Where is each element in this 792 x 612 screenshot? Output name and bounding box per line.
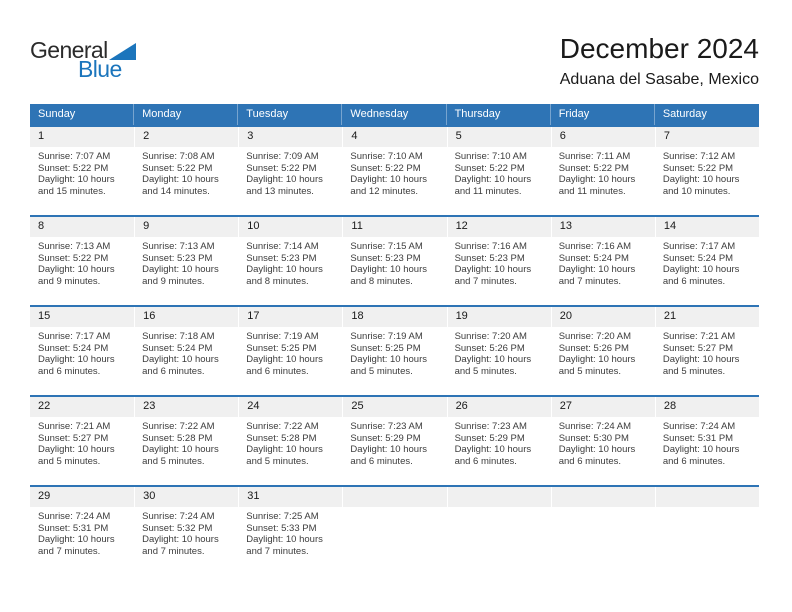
daylight-text-cont: and 10 minutes. xyxy=(662,185,731,197)
sunrise-text: Sunrise: 7:18 AM xyxy=(142,331,215,342)
day-details xyxy=(655,327,759,377)
week-row-5 xyxy=(30,485,759,575)
daylight-text-cont: and 7 minutes. xyxy=(558,275,622,287)
day-details xyxy=(551,417,655,467)
day-details xyxy=(551,147,655,197)
day-details xyxy=(342,417,446,467)
day-details xyxy=(30,327,134,377)
daylight-text: Daylight: 10 hours xyxy=(350,264,427,276)
daylight-text: Daylight: 10 hours xyxy=(38,534,115,546)
sunrise-text: Sunrise: 7:12 AM xyxy=(662,151,736,162)
day-cell-empty xyxy=(551,487,655,575)
daylight-text: Daylight: 10 hours xyxy=(142,264,219,276)
daylight-text: Daylight: 10 hours xyxy=(38,444,115,456)
day-number: 15 xyxy=(38,310,51,322)
day-number-band xyxy=(655,217,759,237)
sunset-text: Sunset: 5:27 PM xyxy=(662,342,734,354)
day-number-band xyxy=(447,217,551,237)
day-details-empty xyxy=(551,507,655,511)
sunrise-text: Sunrise: 7:14 AM xyxy=(246,241,319,252)
day-cell-5 xyxy=(447,127,551,215)
day-number-band xyxy=(30,307,134,327)
day-number: 17 xyxy=(247,310,260,322)
day-number-band xyxy=(447,307,551,327)
daylight-text-cont: and 8 minutes. xyxy=(350,275,413,287)
sunrise-text: Sunrise: 7:22 AM xyxy=(246,421,319,432)
day-number: 31 xyxy=(247,490,260,502)
daylight-text-cont: and 5 minutes. xyxy=(454,365,517,377)
sunset-text: Sunset: 5:24 PM xyxy=(558,252,629,264)
day-number: 11 xyxy=(351,220,363,232)
day-cell-18 xyxy=(342,307,446,395)
daylight-text: Daylight: 10 hours xyxy=(246,174,323,186)
day-number-band xyxy=(30,217,134,237)
day-cell-17 xyxy=(238,307,342,395)
day-details xyxy=(30,237,134,287)
day-number-band xyxy=(447,127,551,147)
day-number-band xyxy=(447,487,551,507)
sunrise-text: Sunrise: 7:24 AM xyxy=(38,511,111,522)
day-number: 2 xyxy=(143,130,150,142)
day-number-band xyxy=(30,397,134,417)
day-cell-22 xyxy=(30,397,134,485)
day-cell-28 xyxy=(655,397,759,485)
daylight-text: Daylight: 10 hours xyxy=(558,354,636,366)
sunrise-text: Sunrise: 7:24 AM xyxy=(142,511,215,522)
week-row-1 xyxy=(30,125,759,215)
daylight-text-cont: and 5 minutes. xyxy=(38,455,101,467)
sunrise-text: Sunrise: 7:10 AM xyxy=(350,151,423,162)
day-number-band xyxy=(655,397,759,417)
daylight-text: Daylight: 10 hours xyxy=(246,534,323,546)
sunset-text: Sunset: 5:28 PM xyxy=(142,432,213,444)
day-cell-24 xyxy=(238,397,342,485)
daylight-text-cont: and 6 minutes. xyxy=(350,455,413,467)
day-cell-19 xyxy=(447,307,551,395)
daylight-text-cont: and 7 minutes. xyxy=(142,545,205,557)
daylight-text: Daylight: 10 hours xyxy=(454,264,532,276)
day-number-band xyxy=(238,217,342,237)
weeks-container xyxy=(30,125,759,575)
weekday-header-sunday: Sunday xyxy=(30,104,134,125)
day-number-band xyxy=(134,397,238,417)
day-number-band xyxy=(342,307,446,327)
daylight-text: Daylight: 10 hours xyxy=(246,444,323,456)
day-number-band xyxy=(551,487,655,507)
day-details xyxy=(342,237,446,287)
day-cell-4 xyxy=(342,127,446,215)
sunset-text: Sunset: 5:30 PM xyxy=(558,432,629,444)
day-details xyxy=(30,417,134,467)
sunset-text: Sunset: 5:22 PM xyxy=(454,162,525,174)
daylight-text: Daylight: 10 hours xyxy=(662,354,740,366)
calendar-table xyxy=(30,104,759,575)
sunset-text: Sunset: 5:24 PM xyxy=(662,252,734,264)
weekday-header-wednesday: Wednesday xyxy=(342,104,446,125)
day-number-band xyxy=(655,127,759,147)
daylight-text: Daylight: 10 hours xyxy=(350,174,427,186)
daylight-text: Daylight: 10 hours xyxy=(38,174,115,186)
day-details xyxy=(134,417,238,467)
day-details xyxy=(238,237,342,287)
day-details xyxy=(447,327,551,377)
day-number-band xyxy=(342,397,446,417)
weekday-header-tuesday: Tuesday xyxy=(238,104,342,125)
sunrise-text: Sunrise: 7:23 AM xyxy=(350,421,423,432)
sunrise-text: Sunrise: 7:25 AM xyxy=(246,511,319,522)
sunrise-text: Sunrise: 7:07 AM xyxy=(38,151,111,162)
daylight-text: Daylight: 10 hours xyxy=(662,174,740,186)
day-number: 21 xyxy=(663,310,677,322)
day-number-band xyxy=(134,307,238,327)
day-number: 5 xyxy=(455,130,462,142)
daylight-text-cont: and 9 minutes. xyxy=(142,275,205,287)
day-cell-13 xyxy=(551,217,655,305)
day-number: 22 xyxy=(38,400,51,412)
day-details xyxy=(238,507,342,557)
sunrise-text: Sunrise: 7:17 AM xyxy=(662,241,736,252)
day-number-band xyxy=(134,217,238,237)
day-details-empty xyxy=(342,507,446,511)
day-number: 16 xyxy=(143,310,156,322)
day-number-band xyxy=(551,397,655,417)
sunset-text: Sunset: 5:22 PM xyxy=(142,162,213,174)
day-details xyxy=(655,147,759,197)
daylight-text: Daylight: 10 hours xyxy=(558,444,636,456)
daylight-text: Daylight: 10 hours xyxy=(454,444,532,456)
general-blue-logo xyxy=(30,34,136,80)
day-number-band xyxy=(238,487,342,507)
sunrise-text: Sunrise: 7:16 AM xyxy=(454,241,527,252)
sunset-text: Sunset: 5:22 PM xyxy=(350,162,421,174)
day-number: 13 xyxy=(559,220,572,232)
sunrise-text: Sunrise: 7:21 AM xyxy=(38,421,111,432)
day-number: 30 xyxy=(143,490,156,502)
day-number-band xyxy=(30,127,134,147)
daylight-text-cont: and 13 minutes. xyxy=(246,185,314,197)
daylight-text-cont: and 5 minutes. xyxy=(558,365,622,377)
sunset-text: Sunset: 5:22 PM xyxy=(246,162,317,174)
weekday-header-thursday: Thursday xyxy=(447,104,551,125)
day-details xyxy=(447,417,551,467)
day-number: 1 xyxy=(38,130,45,142)
day-details xyxy=(238,417,342,467)
day-number-band xyxy=(342,217,446,237)
sunrise-text: Sunrise: 7:24 AM xyxy=(558,421,632,432)
sunset-text: Sunset: 5:23 PM xyxy=(142,252,213,264)
page-header xyxy=(30,34,759,96)
daylight-text: Daylight: 10 hours xyxy=(142,354,219,366)
day-number: 7 xyxy=(663,130,670,142)
daylight-text: Daylight: 10 hours xyxy=(662,444,740,456)
day-details xyxy=(447,147,551,197)
week-row-4 xyxy=(30,395,759,485)
sunset-text: Sunset: 5:31 PM xyxy=(38,522,109,534)
day-cell-20 xyxy=(551,307,655,395)
daylight-text: Daylight: 10 hours xyxy=(246,354,323,366)
sunset-text: Sunset: 5:23 PM xyxy=(454,252,525,264)
daylight-text-cont: and 11 minutes. xyxy=(558,185,626,197)
day-number-band xyxy=(30,487,134,507)
daylight-text-cont: and 5 minutes. xyxy=(350,365,413,377)
day-number-band xyxy=(238,307,342,327)
sunset-text: Sunset: 5:26 PM xyxy=(558,342,629,354)
day-cell-29 xyxy=(30,487,134,575)
day-cell-empty xyxy=(655,487,759,575)
day-cell-7 xyxy=(655,127,759,215)
sunrise-text: Sunrise: 7:13 AM xyxy=(142,241,215,252)
day-details xyxy=(134,507,238,557)
sunset-text: Sunset: 5:24 PM xyxy=(38,342,109,354)
sunrise-text: Sunrise: 7:13 AM xyxy=(38,241,111,252)
daylight-text-cont: and 11 minutes. xyxy=(454,185,522,197)
sunset-text: Sunset: 5:22 PM xyxy=(38,252,109,264)
sunrise-text: Sunrise: 7:23 AM xyxy=(454,421,527,432)
day-number: 4 xyxy=(351,130,358,142)
day-details xyxy=(655,237,759,287)
day-cell-27 xyxy=(551,397,655,485)
day-details xyxy=(551,327,655,377)
day-details xyxy=(551,237,655,287)
sunrise-text: Sunrise: 7:17 AM xyxy=(38,331,111,342)
day-cell-21 xyxy=(655,307,759,395)
day-cell-2 xyxy=(134,127,238,215)
daylight-text-cont: and 7 minutes. xyxy=(38,545,101,557)
day-number: 24 xyxy=(247,400,260,412)
logo-text-general: General xyxy=(30,37,108,63)
sunset-text: Sunset: 5:26 PM xyxy=(454,342,525,354)
daylight-text-cont: and 5 minutes. xyxy=(246,455,309,467)
day-cell-3 xyxy=(238,127,342,215)
day-number: 20 xyxy=(559,310,572,322)
daylight-text: Daylight: 10 hours xyxy=(38,354,115,366)
sunrise-text: Sunrise: 7:19 AM xyxy=(246,331,319,342)
sunrise-text: Sunrise: 7:09 AM xyxy=(246,151,319,162)
day-number: 26 xyxy=(455,400,468,412)
day-cell-1 xyxy=(30,127,134,215)
day-number: 6 xyxy=(559,130,566,142)
title-block xyxy=(560,34,759,89)
day-number: 27 xyxy=(559,400,572,412)
day-details-empty xyxy=(447,507,551,511)
daylight-text-cont: and 5 minutes. xyxy=(662,365,726,377)
day-details xyxy=(655,417,759,467)
day-number-band xyxy=(342,127,446,147)
daylight-text-cont: and 14 minutes. xyxy=(142,185,210,197)
daylight-text-cont: and 15 minutes. xyxy=(38,185,106,197)
sunset-text: Sunset: 5:28 PM xyxy=(246,432,317,444)
day-number-band xyxy=(238,397,342,417)
day-number: 9 xyxy=(143,220,150,232)
day-cell-30 xyxy=(134,487,238,575)
daylight-text: Daylight: 10 hours xyxy=(246,264,323,276)
week-row-2 xyxy=(30,215,759,305)
day-details xyxy=(342,147,446,197)
day-number-band xyxy=(551,307,655,327)
day-details xyxy=(238,147,342,197)
day-number-band xyxy=(134,487,238,507)
day-cell-11 xyxy=(342,217,446,305)
daylight-text: Daylight: 10 hours xyxy=(38,264,115,276)
day-details xyxy=(238,327,342,377)
day-number-band xyxy=(134,127,238,147)
day-number-band xyxy=(551,127,655,147)
day-number: 8 xyxy=(38,220,45,232)
day-details xyxy=(447,237,551,287)
daylight-text: Daylight: 10 hours xyxy=(454,174,532,186)
sunrise-text: Sunrise: 7:15 AM xyxy=(350,241,423,252)
day-details xyxy=(30,147,134,197)
sunrise-text: Sunrise: 7:11 AM xyxy=(558,151,631,162)
sunset-text: Sunset: 5:22 PM xyxy=(558,162,629,174)
day-details xyxy=(134,327,238,377)
daylight-text-cont: and 12 minutes. xyxy=(350,185,419,197)
day-number-band xyxy=(342,487,446,507)
sunset-text: Sunset: 5:22 PM xyxy=(662,162,734,174)
daylight-text: Daylight: 10 hours xyxy=(142,444,219,456)
day-cell-26 xyxy=(447,397,551,485)
week-row-3 xyxy=(30,305,759,395)
sunrise-text: Sunrise: 7:21 AM xyxy=(662,331,736,342)
day-number: 25 xyxy=(351,400,364,412)
daylight-text: Daylight: 10 hours xyxy=(142,174,219,186)
location-subtitle: Aduana del Sasabe, Mexico xyxy=(559,71,759,88)
daylight-text: Daylight: 10 hours xyxy=(350,354,427,366)
sunset-text: Sunset: 5:22 PM xyxy=(38,162,109,174)
day-cell-23 xyxy=(134,397,238,485)
logo-text-blue: Blue xyxy=(78,56,122,82)
day-details-empty xyxy=(655,507,759,511)
daylight-text-cont: and 9 minutes. xyxy=(38,275,101,287)
day-cell-14 xyxy=(655,217,759,305)
sunset-text: Sunset: 5:31 PM xyxy=(662,432,734,444)
weekday-header-saturday: Saturday xyxy=(662,108,707,120)
day-number: 18 xyxy=(351,310,364,322)
daylight-text-cont: and 6 minutes. xyxy=(454,455,517,467)
weekday-header-friday: Friday xyxy=(551,104,655,125)
daylight-text-cont: and 6 minutes. xyxy=(246,365,309,377)
sunset-text: Sunset: 5:27 PM xyxy=(38,432,109,444)
daylight-text: Daylight: 10 hours xyxy=(142,534,219,546)
sunset-text: Sunset: 5:25 PM xyxy=(246,342,317,354)
daylight-text: Daylight: 10 hours xyxy=(662,264,740,276)
day-cell-15 xyxy=(30,307,134,395)
sunrise-text: Sunrise: 7:24 AM xyxy=(662,421,736,432)
sunrise-text: Sunrise: 7:20 AM xyxy=(454,331,527,342)
weekday-header-monday: Monday xyxy=(134,104,238,125)
daylight-text: Daylight: 10 hours xyxy=(350,444,427,456)
sunrise-text: Sunrise: 7:10 AM xyxy=(454,151,527,162)
daylight-text: Daylight: 10 hours xyxy=(558,264,636,276)
weekday-header-row xyxy=(30,104,759,125)
day-cell-8 xyxy=(30,217,134,305)
day-number: 3 xyxy=(247,130,254,142)
day-number-band xyxy=(655,307,759,327)
sunset-text: Sunset: 5:29 PM xyxy=(454,432,525,444)
daylight-text-cont: and 6 minutes. xyxy=(142,365,205,377)
sunrise-text: Sunrise: 7:20 AM xyxy=(558,331,632,342)
day-details xyxy=(342,327,446,377)
daylight-text-cont: and 7 minutes. xyxy=(246,545,309,557)
daylight-text-cont: and 5 minutes. xyxy=(142,455,205,467)
daylight-text: Daylight: 10 hours xyxy=(558,174,636,186)
daylight-text-cont: and 6 minutes. xyxy=(558,455,622,467)
sunset-text: Sunset: 5:29 PM xyxy=(350,432,421,444)
day-cell-6 xyxy=(551,127,655,215)
daylight-text-cont: and 6 minutes. xyxy=(662,455,726,467)
day-number: 14 xyxy=(663,220,677,232)
sunrise-text: Sunrise: 7:16 AM xyxy=(558,241,632,252)
daylight-text-cont: and 7 minutes. xyxy=(454,275,517,287)
daylight-text-cont: and 6 minutes. xyxy=(662,275,726,287)
day-number-band xyxy=(447,397,551,417)
day-number-band xyxy=(551,217,655,237)
day-number: 29 xyxy=(38,490,51,502)
sunrise-text: Sunrise: 7:22 AM xyxy=(142,421,215,432)
day-cell-10 xyxy=(238,217,342,305)
day-cell-31 xyxy=(238,487,342,575)
daylight-text-cont: and 6 minutes. xyxy=(38,365,101,377)
sunset-text: Sunset: 5:32 PM xyxy=(142,522,213,534)
sunrise-text: Sunrise: 7:08 AM xyxy=(142,151,215,162)
day-number-band xyxy=(238,127,342,147)
day-number: 10 xyxy=(247,220,260,232)
day-cell-empty xyxy=(342,487,446,575)
day-number-band xyxy=(655,487,759,507)
day-details xyxy=(134,147,238,197)
sunset-text: Sunset: 5:33 PM xyxy=(246,522,317,534)
sunrise-text: Sunrise: 7:19 AM xyxy=(350,331,423,342)
daylight-text-cont: and 8 minutes. xyxy=(246,275,309,287)
day-details xyxy=(134,237,238,287)
day-details xyxy=(30,507,134,557)
day-number: 23 xyxy=(143,400,156,412)
day-cell-9 xyxy=(134,217,238,305)
day-number: 19 xyxy=(455,310,468,322)
day-cell-empty xyxy=(447,487,551,575)
day-number: 12 xyxy=(455,220,468,232)
daylight-text: Daylight: 10 hours xyxy=(454,354,532,366)
day-cell-16 xyxy=(134,307,238,395)
page-title: December 2024 xyxy=(559,33,759,64)
sunset-text: Sunset: 5:25 PM xyxy=(350,342,421,354)
day-number: 28 xyxy=(663,400,677,412)
sunset-text: Sunset: 5:23 PM xyxy=(246,252,317,264)
day-cell-25 xyxy=(342,397,446,485)
sunset-text: Sunset: 5:24 PM xyxy=(142,342,213,354)
day-cell-12 xyxy=(447,217,551,305)
sunset-text: Sunset: 5:23 PM xyxy=(350,252,421,264)
